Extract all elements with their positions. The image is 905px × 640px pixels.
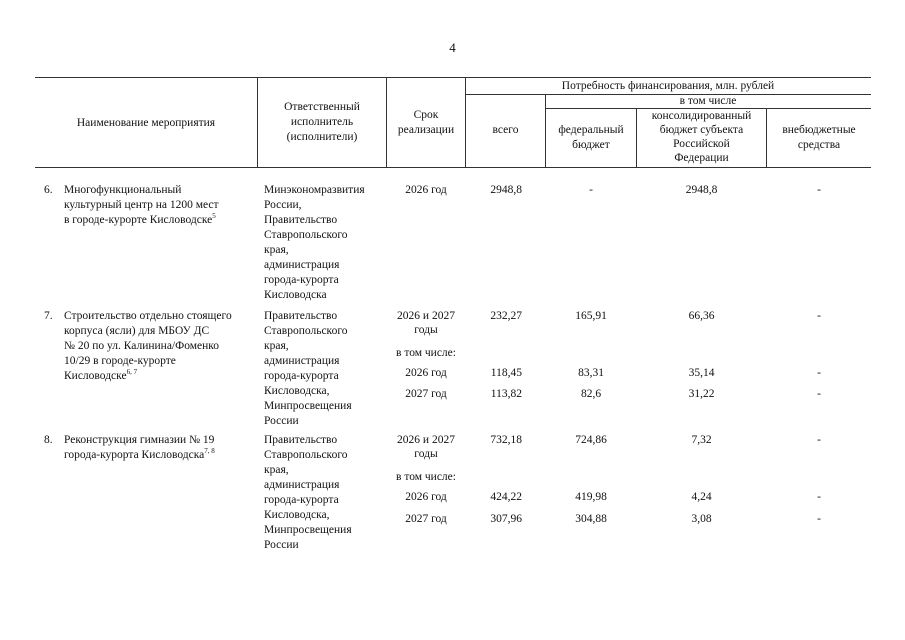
row-responsible-line: края, [264,340,289,352]
header-responsible-2: исполнитель [290,116,354,128]
row-name-line: Строительство отдельно стоящего [64,310,232,322]
row-number: 7. [44,310,53,322]
row-federal: - [589,184,593,196]
page-number: 4 [449,40,456,55]
row-including-label: в том числе: [396,471,456,483]
row-responsible-line: России, [264,199,302,211]
subrow-term: 2026 год [405,367,447,379]
row-responsible-line: администрация [264,355,340,367]
row-responsible-line: Кисловодска [264,289,327,301]
row-federal: 724,86 [575,434,607,446]
subrow-extra: - [817,388,821,400]
row-responsible-line: России [264,415,299,427]
row-responsible-line: края, [264,244,289,256]
subrow-federal: 82,6 [580,388,602,400]
subrow-extra: - [817,513,821,525]
row-extra: - [817,184,821,196]
row-name-line: Многофункциональный [64,184,182,196]
subrow-total: 118,45 [490,367,522,379]
row-name-line: корпуса (ясли) для МБОУ ДС [64,325,210,337]
header-financing: Потребность финансирования, млн. рублей [561,80,775,92]
footnote-ref: 6, 7 [126,368,138,377]
subrow-extra: - [817,367,821,379]
header-extra-2: средства [797,139,841,151]
header-bottom-rule [35,167,871,168]
row-number: 6. [44,184,53,196]
subrow-extra: - [817,491,821,503]
row-consolidated: 66,36 [688,310,715,322]
row-name-line: Кисловодске$^{6, 7}$ [64,368,138,382]
subrow-total: 307,96 [490,513,522,525]
header-consolidated-3: Российской [673,138,730,150]
row-number: 8. [44,434,53,446]
header-extra-1: внебюджетные [782,124,856,136]
row-responsible-line: города-курорта [264,494,339,506]
row-responsible-line: Правительство [264,310,338,322]
row-extra: - [817,310,821,322]
row-responsible-line: Минпросвещения [264,524,352,536]
row-name-line: Реконструкция гимназии № 19 [64,434,215,446]
header-responsible-3: (исполнители) [286,131,358,143]
row-extra: - [817,434,821,446]
subrow-consolidated: 4,24 [691,491,712,503]
row-including-label: в том числе: [396,347,456,359]
row-name-line: культурный центр на 1200 мест [64,199,219,211]
header-responsible-1: Ответственный [284,101,360,113]
subrow-term: 2026 год [405,491,447,503]
row-responsible-line: Правительство [264,434,338,446]
row-responsible-line: Кисловодска, [264,509,330,521]
header-consolidated-4: Федерации [674,152,729,164]
subrow-term: 2027 год [405,388,447,400]
subrow-federal: 304,88 [575,513,607,525]
subrow-total: 424,22 [490,491,522,503]
header-consolidated-1: консолидированный [651,110,752,122]
header-term-1: Срок [413,109,439,121]
row-name-line: № 20 по ул. Калинина/Фоменко [64,340,220,352]
row-responsible-line: администрация [264,259,340,271]
subrow-consolidated: 35,14 [688,367,715,379]
row-term: годы [414,448,438,460]
row-total: 2948,8 [490,184,522,196]
header-name: Наименование мероприятия [76,117,216,129]
row-term: 2026 год [405,184,447,196]
table-top-rule [35,77,871,78]
row-responsible-line: Кисловодска, [264,385,330,397]
row-federal: 165,91 [575,310,607,322]
row-responsible-line: Ставропольского [264,229,348,241]
subrow-federal: 419,98 [575,491,607,503]
row-consolidated: 7,32 [691,434,712,446]
header-total: всего [492,124,519,136]
subrow-term: 2027 год [405,513,447,525]
row-consolidated: 2948,8 [685,184,718,196]
row-total: 732,18 [490,434,522,446]
row-responsible-line: города-курорта [264,370,339,382]
row-term: 2026 и 2027 [397,310,455,322]
row-name-line: города-курорта Кисловодска$^{7, 8}$ [64,447,215,461]
row-name-line: в городе-курорте Кисловодске$^5$ [64,212,216,226]
row-responsible-line: Минэкономразвития [264,184,365,196]
row-responsible-line: администрация [264,479,340,491]
header-consolidated-2: бюджет субъекта [659,124,744,136]
header-federal-1: федеральный [558,124,624,136]
row-responsible-line: города-курорта [264,274,339,286]
row-total: 232,27 [490,310,522,322]
subrow-consolidated: 3,08 [691,513,712,525]
row-name-line: 10/29 в городе-курорте [64,355,176,367]
header-term-2: реализации [397,124,455,136]
row-responsible-line: Минпросвещения [264,400,352,412]
footnote-ref: 5 [212,212,216,221]
row-responsible-line: Правительство [264,214,338,226]
header-including: в том числе [679,95,737,107]
footnote-ref: 7, 8 [204,447,215,456]
subrow-federal: 83,31 [578,367,604,379]
row-responsible-line: России [264,539,299,551]
subrow-total: 113,82 [490,388,522,400]
row-responsible-line: края, [264,464,289,476]
row-term: годы [414,324,438,336]
subrow-consolidated: 31,22 [688,388,715,400]
row-responsible-line: Ставропольского [264,325,348,337]
row-term: 2026 и 2027 [397,434,455,446]
header-federal-2: бюджет [572,139,610,151]
row-responsible-line: Ставропольского [264,449,348,461]
